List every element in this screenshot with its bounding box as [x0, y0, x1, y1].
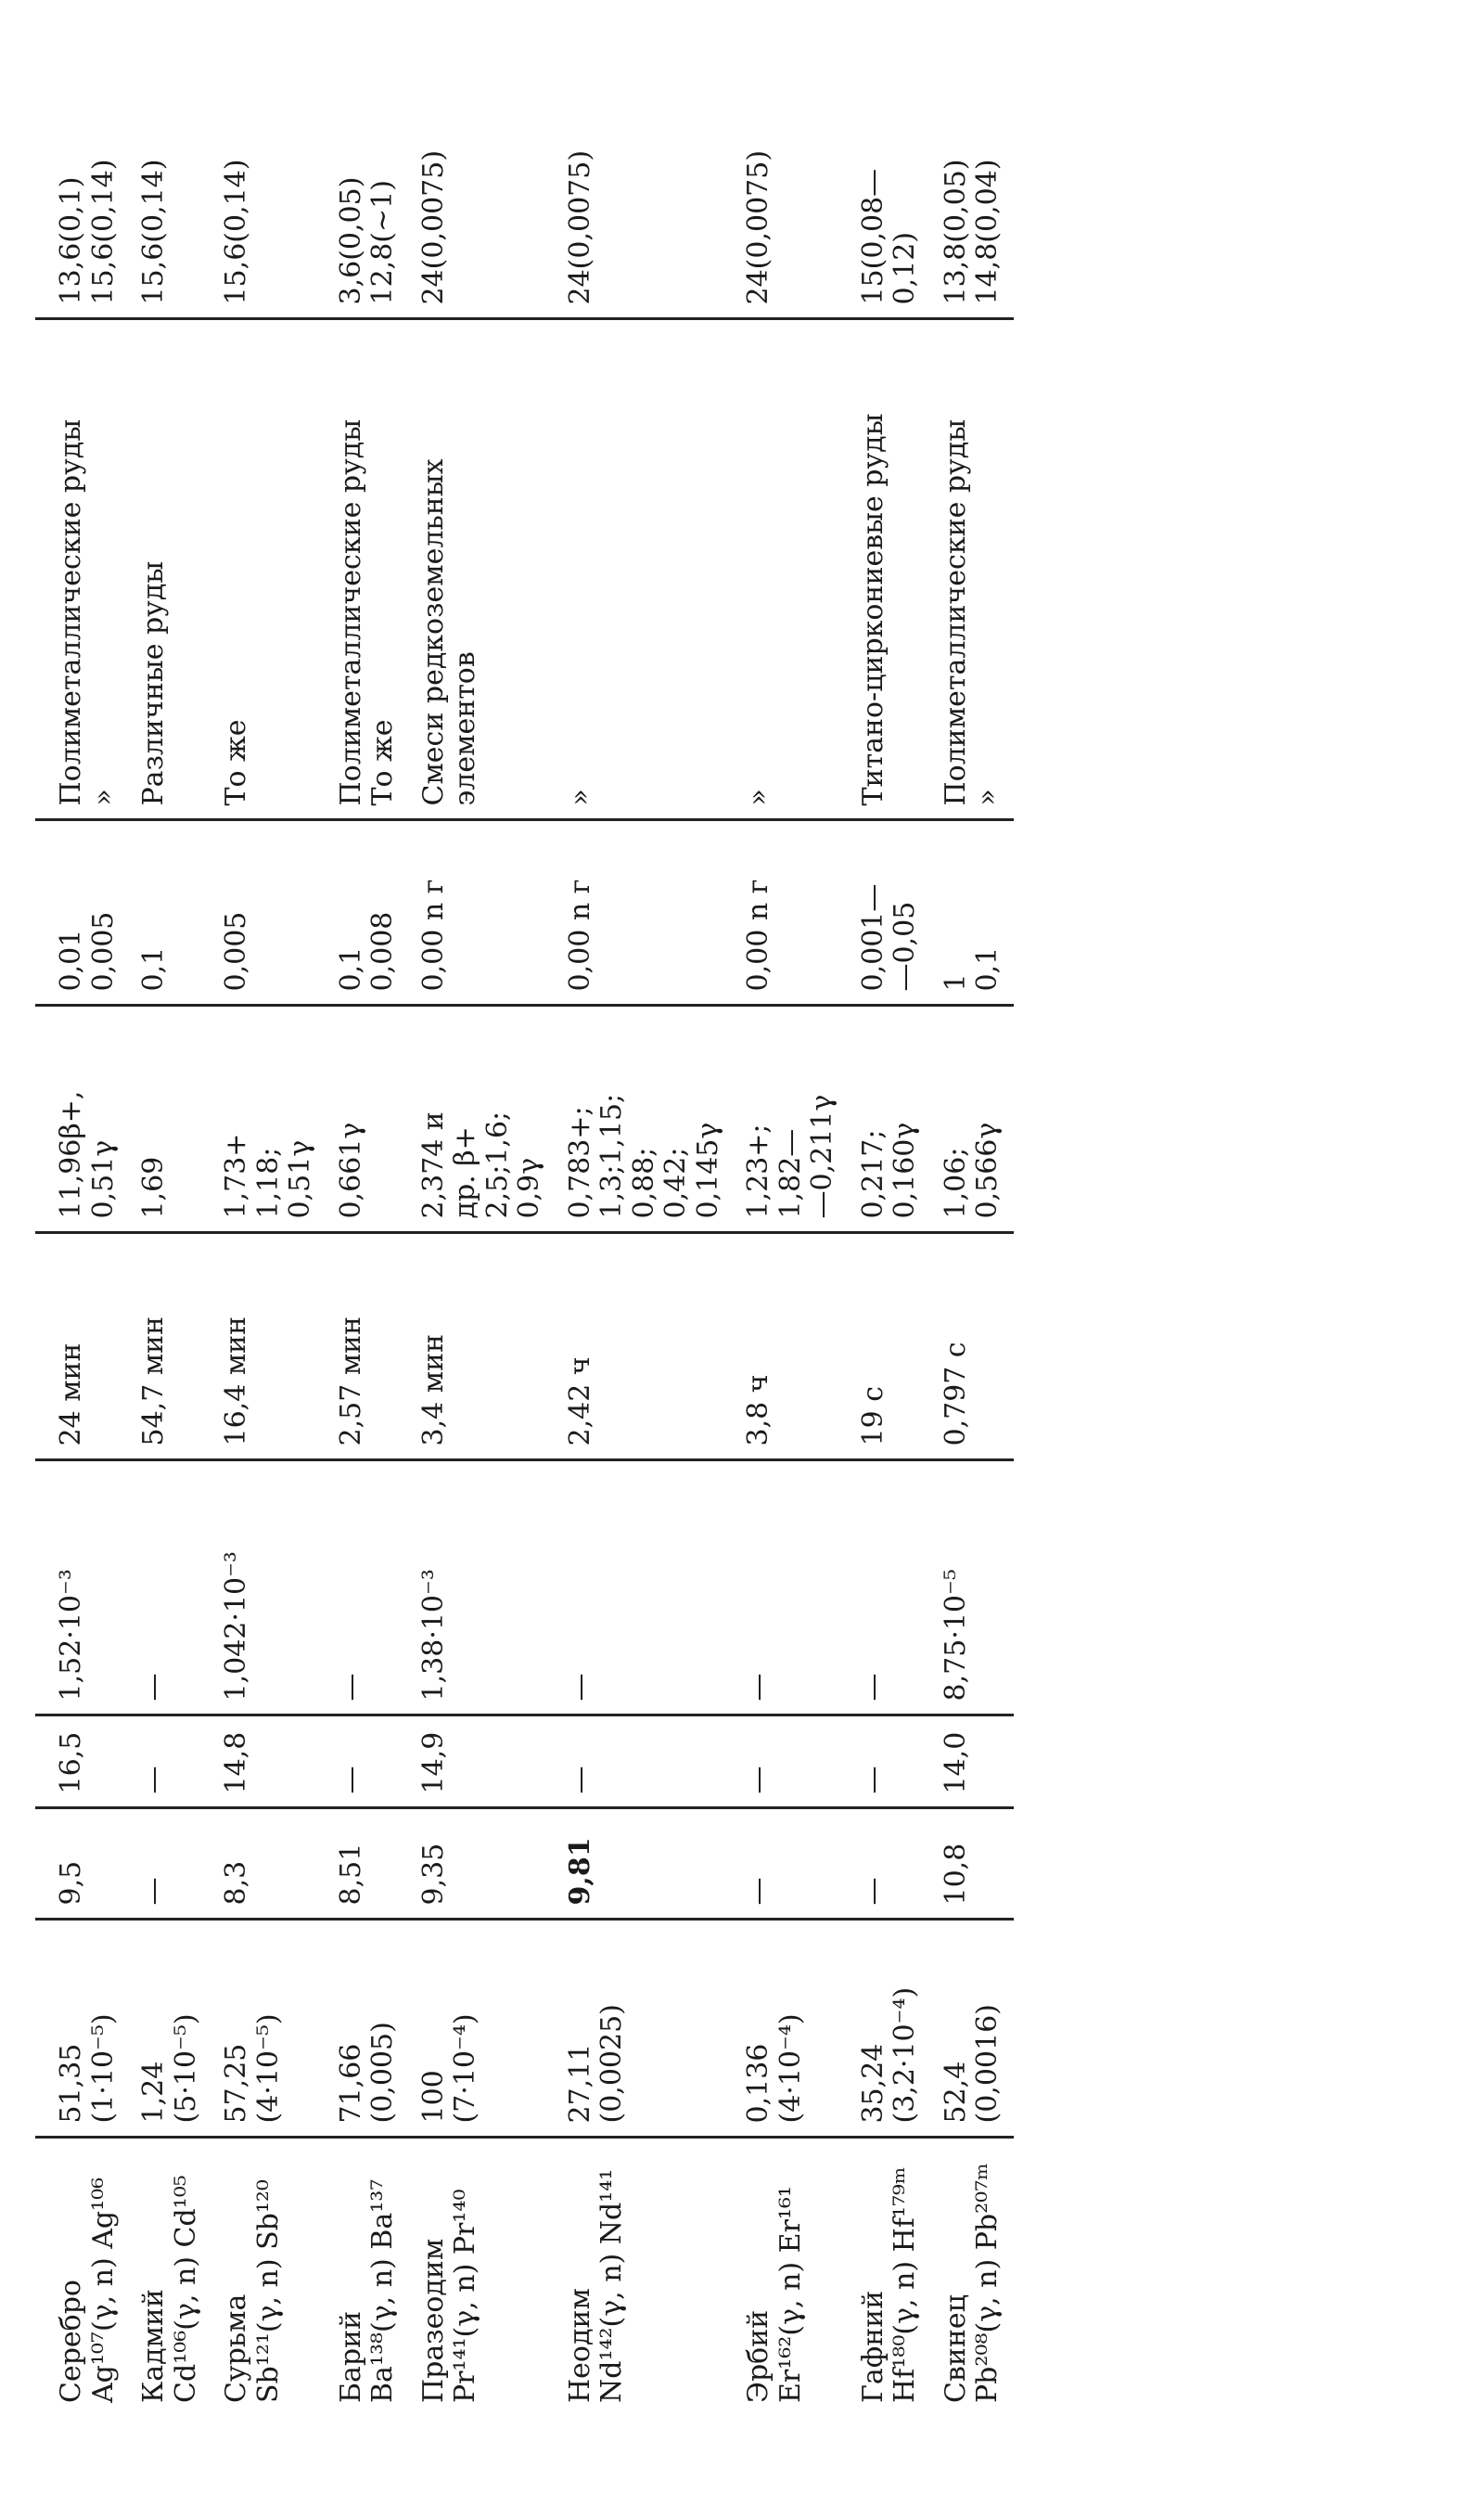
cross-section-cell: 1,042·10⁻³ — [211, 1460, 326, 1715]
application-cell: » — [556, 319, 735, 820]
abundance-cell: 100 (7·10⁻⁴) — [409, 1920, 556, 2138]
max-energy-cell: — — [556, 1715, 735, 1808]
application-cell: Полиметаллические руды » — [35, 319, 129, 820]
table-row — [129, 106, 211, 2416]
abundance-cell: 27,11 (0,0025) — [556, 1920, 735, 2138]
energy-limit-cell: 3,6(0,05) 12,8(~1) — [326, 106, 409, 319]
radiation-energy-cell: 1,73+ 1,18; 0,51γ — [211, 1006, 326, 1233]
cross-section-cell: 1,52·10⁻³ — [35, 1460, 129, 1715]
radiation-energy-cell: 0,783+; 1,3;1,15; 0,88; 0,42; 0,145γ — [556, 1006, 735, 1233]
sensitivity-cell: 0,01 0,005 — [35, 820, 129, 1006]
energy-limit-cell: 24(0,0075) — [556, 106, 735, 319]
table-row — [734, 106, 849, 2416]
half-life-cell: 24 мин — [35, 1233, 129, 1460]
reaction-cell: Кадмий Cd¹⁰⁶(γ, n) Cd¹⁰⁵ — [137, 2175, 202, 2403]
cross-section-cell: — — [129, 1460, 211, 1715]
cross-section-cell: — — [326, 1460, 409, 1715]
max-energy-cell: — — [849, 1715, 931, 1808]
application-cell: Титано-циркониевые руды — [849, 319, 931, 820]
half-life-cell: 2,42 ч — [556, 1233, 735, 1460]
sensitivity-cell: 0,1 0,008 — [326, 820, 409, 1006]
sensitivity-cell: 0,1 — [129, 820, 211, 1006]
table-row — [931, 106, 1014, 2416]
cross-section-cell: 1,38·10⁻³ — [409, 1460, 556, 1715]
reaction-cell: Празеодим Pr¹⁴¹(γ, n) Pr¹⁴⁰ — [416, 2189, 481, 2403]
radiation-energy-cell: 0,217; 0,160γ — [849, 1006, 931, 1233]
half-life-cell: 3,4 мин — [409, 1233, 556, 1460]
energy-limit-cell: 13,8(0,05) 14,8(0,04) — [931, 106, 1014, 319]
application-cell: То же — [211, 319, 326, 820]
abundance-cell: 51,35 (1·10⁻⁵) — [35, 1920, 129, 2138]
energy-limit-cell: 15(0,08—0,12) — [849, 106, 931, 319]
table-body — [35, 106, 1014, 2416]
table-row — [35, 106, 129, 2416]
max-energy-cell: 16,5 — [35, 1715, 129, 1808]
abundance-cell: 1,24 (5·10⁻⁵) — [129, 1920, 211, 2138]
half-life-cell: 54,7 мин — [129, 1233, 211, 1460]
energy-limit-cell: 13,6(0,1) 15,6(0,14) — [35, 106, 129, 319]
threshold-energy-cell: — — [129, 1808, 211, 1920]
reaction-cell: Эрбий Er¹⁶²(γ, n) Er¹⁶¹ — [742, 2186, 807, 2403]
half-life-cell: 2,57 мин — [326, 1233, 409, 1460]
cross-section-cell: — — [849, 1460, 931, 1715]
table-row — [849, 106, 931, 2416]
abundance-cell: 35,24 (3,2·10⁻⁴) — [849, 1920, 931, 2138]
table-row — [211, 106, 326, 2416]
radiation-energy-cell: 1,06; 0,566γ — [931, 1006, 1014, 1233]
cross-section-cell: — — [556, 1460, 735, 1715]
radiation-energy-cell: 11,96β+, 0,51γ — [35, 1006, 129, 1233]
application-cell: » — [734, 319, 849, 820]
sensitivity-cell: 0,00 n г — [734, 820, 849, 1006]
activation-reactions-table — [35, 106, 1014, 2416]
threshold-energy-cell: 9,35 — [409, 1808, 556, 1920]
table-row — [409, 106, 556, 2416]
reaction-cell: Неодим Nd¹⁴²(γ, n) Nd¹⁴¹ — [563, 2168, 628, 2403]
reaction-cell: Барий Ba¹³⁸(γ, n) Ba¹³⁷ — [334, 2178, 399, 2403]
sensitivity-cell: 0,005 — [211, 820, 326, 1006]
threshold-energy-cell: — — [849, 1808, 931, 1920]
max-energy-cell: 14,9 — [409, 1715, 556, 1808]
half-life-cell: 0,797 с — [931, 1233, 1014, 1460]
threshold-energy-cell: 9,81 — [556, 1808, 735, 1920]
threshold-energy-cell: 8,3 — [211, 1808, 326, 1920]
half-life-cell: 16,4 мин — [211, 1233, 326, 1460]
energy-limit-cell: 24(0,0075) — [734, 106, 849, 319]
radiation-energy-cell: 2,374 и др. β+ 2,5;1,6; 0,9γ — [409, 1006, 556, 1233]
threshold-energy-cell: 9,5 — [35, 1808, 129, 1920]
application-cell: Смеси редкоземельных элементов — [409, 319, 556, 820]
max-energy-cell: — — [326, 1715, 409, 1808]
threshold-energy-cell: 10,8 — [931, 1808, 1014, 1920]
sensitivity-cell: 0,001— —0,05 — [849, 820, 931, 1006]
radiation-energy-cell: 0,661γ — [326, 1006, 409, 1233]
abundance-cell: 0,136 (4·10⁻⁴) — [734, 1920, 849, 2138]
reaction-cell: Серебро Ag¹⁰⁷(γ, n) Ag¹⁰⁶ — [55, 2177, 120, 2403]
energy-limit-cell: 15,6(0,14) — [211, 106, 326, 319]
reaction-cell: Сурьма Sb¹²¹(γ, n) Sb¹²⁰ — [220, 2179, 285, 2403]
max-energy-cell: — — [129, 1715, 211, 1808]
cross-section-cell: 8,75·10⁻⁵ — [931, 1460, 1014, 1715]
sensitivity-cell: 0,00 n г — [556, 820, 735, 1006]
max-energy-cell: 14,8 — [211, 1715, 326, 1808]
abundance-cell: 71,66 (0,005) — [326, 1920, 409, 2138]
table-row — [556, 106, 735, 2416]
abundance-cell: 52,4 (0,0016) — [931, 1920, 1014, 2138]
sensitivity-cell: 1 0,1 — [931, 820, 1014, 1006]
abundance-cell: 57,25 (4·10⁻⁵) — [211, 1920, 326, 2138]
radiation-energy-cell: 1,23+; 1,82— —0,211γ — [734, 1006, 849, 1233]
reaction-cell: Гафний Hf¹⁸⁰(γ, n) Hf¹⁷⁹ᵐ — [856, 2166, 921, 2403]
table-row — [326, 106, 409, 2416]
half-life-cell: 3,8 ч — [734, 1233, 849, 1460]
cross-section-cell: — — [734, 1460, 849, 1715]
application-cell: Различные руды — [129, 319, 211, 820]
application-cell: Полиметаллические руды » — [931, 319, 1014, 820]
threshold-energy-cell: 8,51 — [326, 1808, 409, 1920]
reaction-cell: Свинец Pb²⁰⁸(γ, n) Pb²⁰⁷ᵐ — [939, 2163, 1004, 2403]
max-energy-cell: 14,0 — [931, 1715, 1014, 1808]
energy-limit-cell: 24(0,0075) — [409, 106, 556, 319]
max-energy-cell: — — [734, 1715, 849, 1808]
application-cell: Полиметаллические руды То же — [326, 319, 409, 820]
sensitivity-cell: 0,00 n г — [409, 820, 556, 1006]
radiation-energy-cell: 1,69 — [129, 1006, 211, 1233]
half-life-cell: 19 с — [849, 1233, 931, 1460]
energy-limit-cell: 15,6(0,14) — [129, 106, 211, 319]
threshold-energy-cell: — — [734, 1808, 849, 1920]
